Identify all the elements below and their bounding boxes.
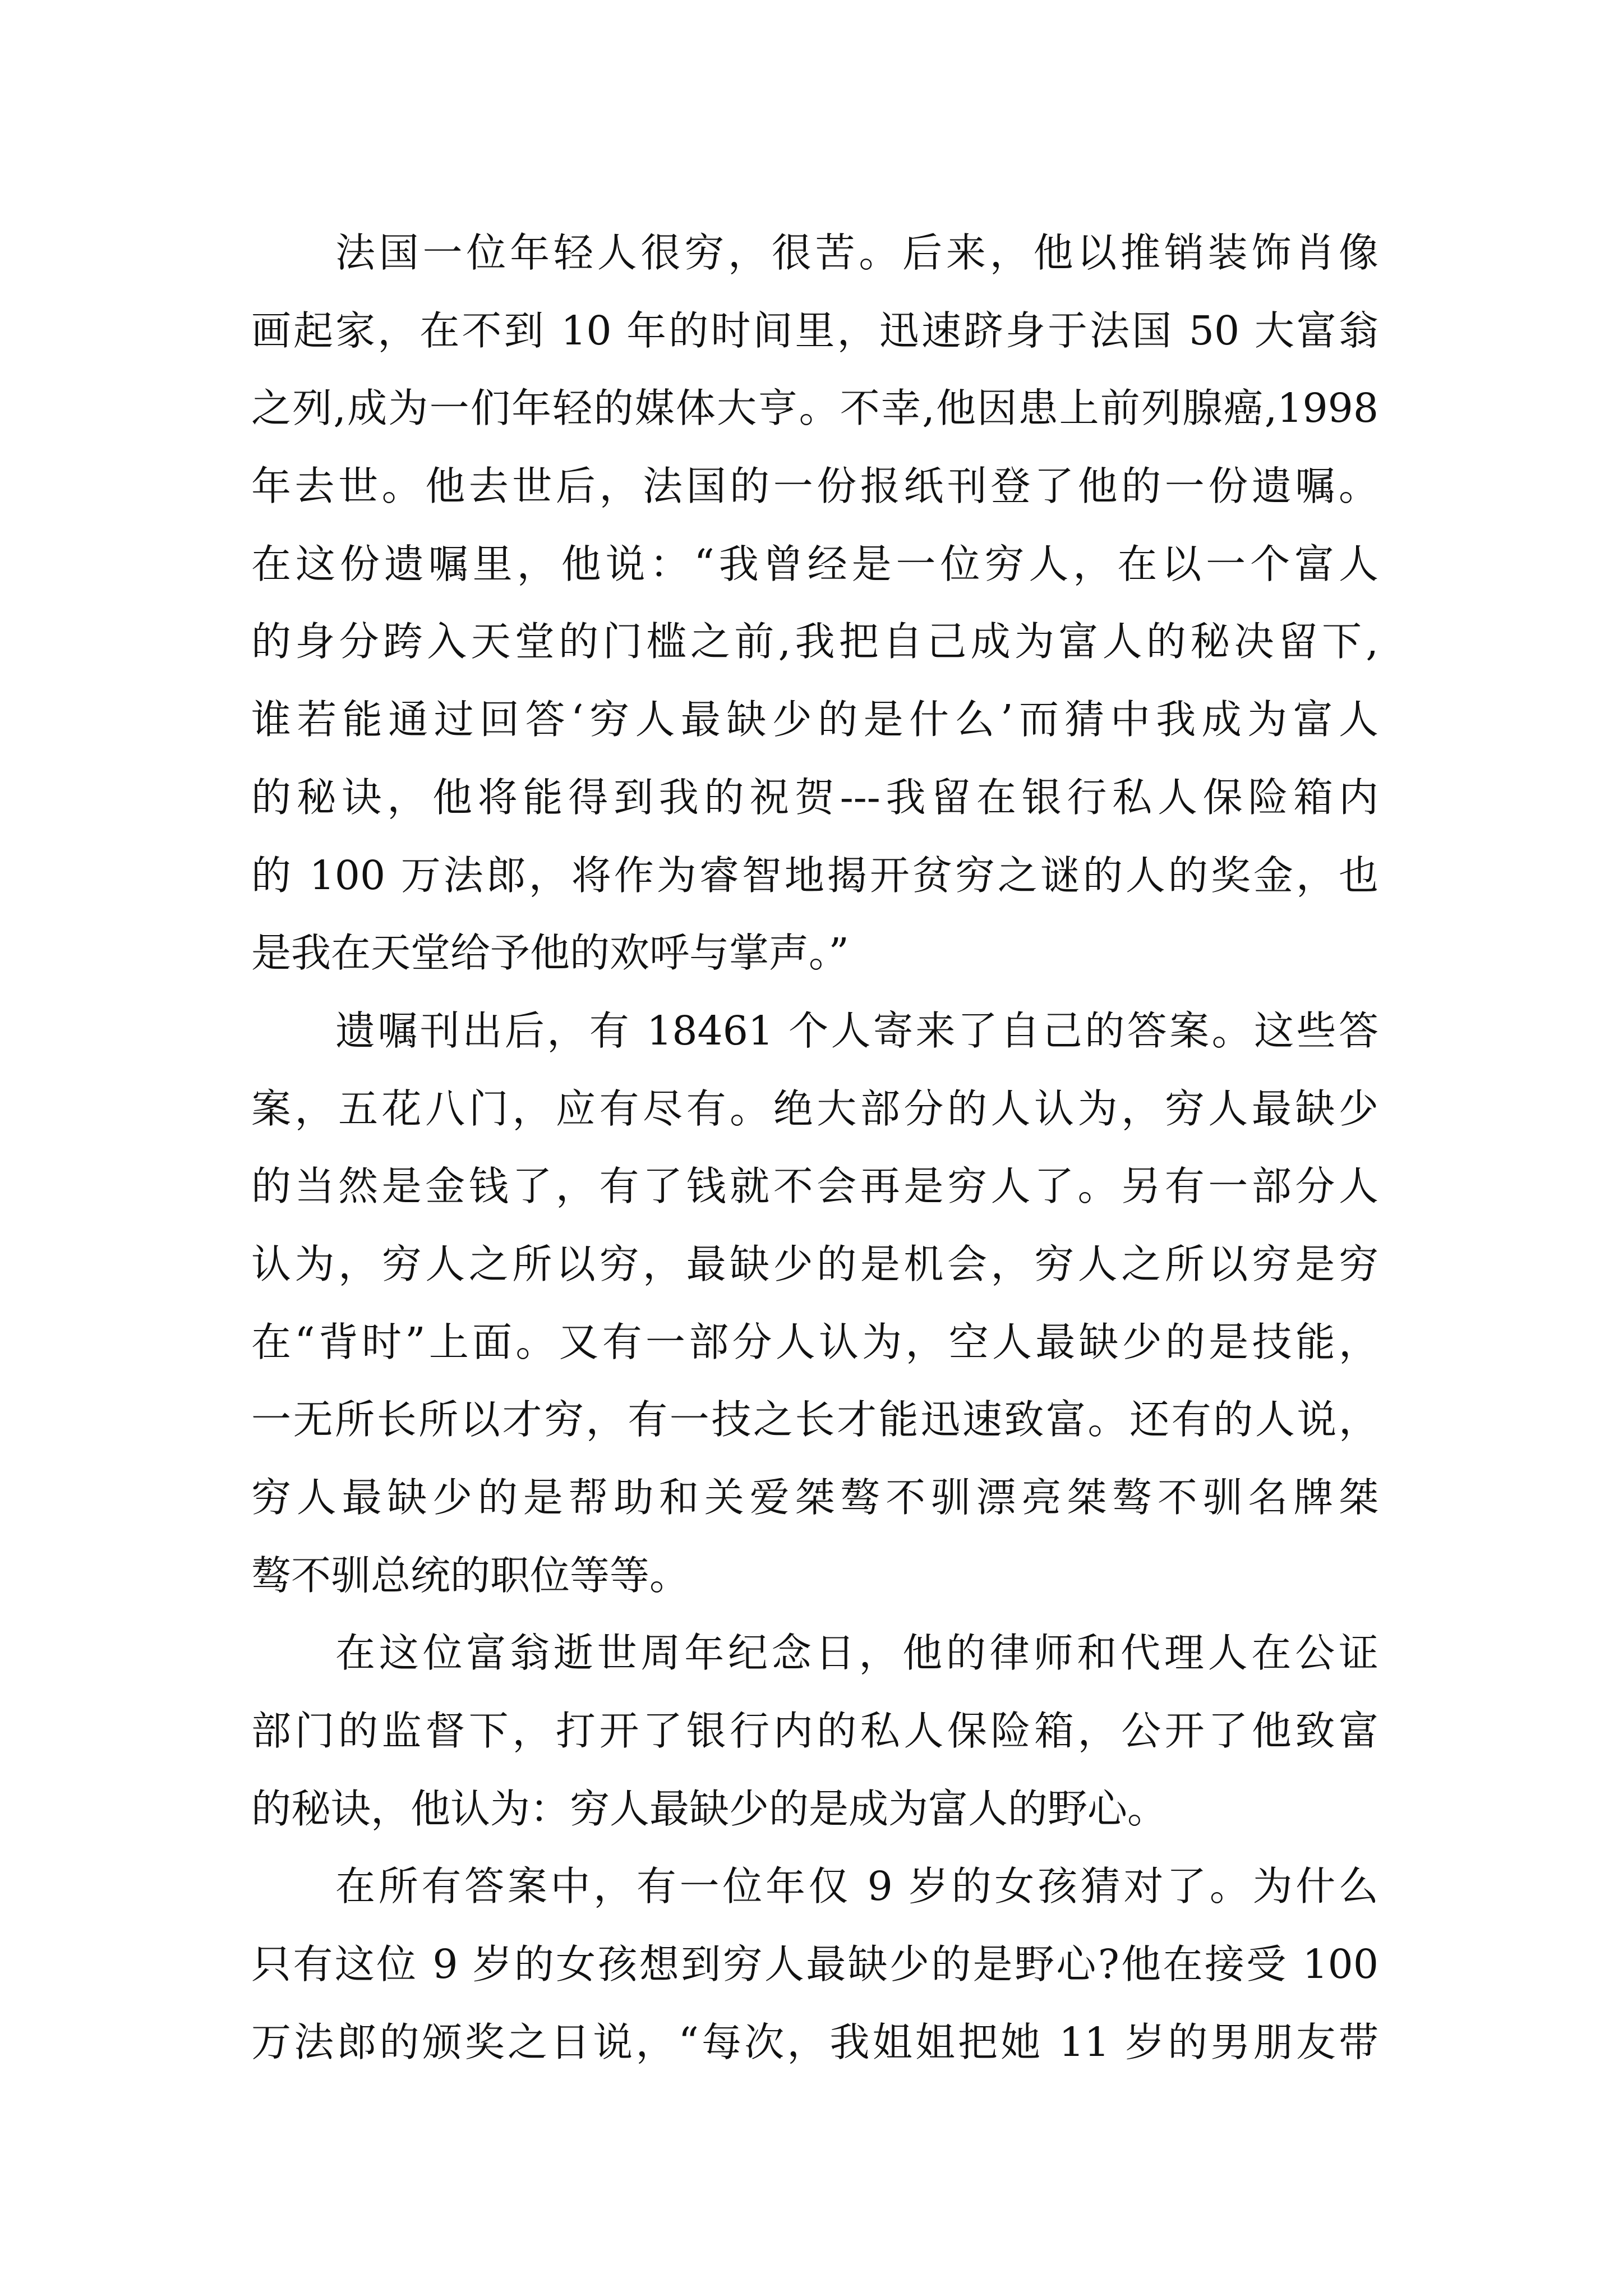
text-line: 认为，穷人之所以穷，最缺少的是机会，穷人之所以穷是穷 [251,1240,1378,1287]
text-line: 万法郎的颁奖之日说，“每次，我姐姐把她 11 岁的男朋友带 [251,2018,1378,2065]
text-line: 骜不驯总统的职位等等。 [251,1552,690,1599]
text-line: 案，五花八门，应有尽有。绝大部分的人认为，穷人最缺少 [251,1085,1378,1132]
text-line: 部门的监督下，打开了银行内的私人保险箱，公开了他致富 [251,1708,1378,1755]
text-line: 的秘诀，他将能得到我的祝贺---我留在银行私人保险箱内 [251,774,1378,821]
text-line: 在所有答案中，有一位年仅 9 岁的女孩猜对了。为什么 [335,1863,1378,1910]
text-line: 年去世。他去世后，法国的一份报纸刊登了他的一份遗嘱。 [251,463,1378,510]
text-line: 画起家，在不到 10 年的时间里，迅速跻身于法国 50 大富翁 [251,307,1378,354]
text-line: 的当然是金钱了，有了钱就不会再是穷人了。另有一部分人 [251,1163,1378,1210]
text-line: 在这份遗嘱里，他说：“我曾经是一位穷人，在以一个富人 [251,540,1378,587]
text-line: 一无所长所以才穷，有一技之长才能迅速致富。还有的人说， [251,1396,1378,1443]
text-line: 法国一位年轻人很穷，很苦。后来，他以推销装饰肖像 [335,229,1378,276]
text-line: 在“背时”上面。又有一部分人认为，空人最缺少的是技能， [251,1318,1378,1365]
body-text [251,214,1378,2082]
text-line: 的秘诀，他认为：穷人最缺少的是成为富人的野心。 [251,1785,1168,1832]
text-line: 是我在天堂给予他的欢呼与掌声。” [251,930,849,977]
text-line: 谁若能通过回答‘穷人最缺少的是什么’而猜中我成为富人 [251,696,1378,743]
text-line: 在这位富翁逝世周年纪念日，他的律师和代理人在公证 [335,1630,1378,1677]
text-line: 的身分跨入天堂的门槛之前,我把自己成为富人的秘决留下, [251,618,1378,665]
text-line: 的 100 万法郎，将作为睿智地揭开贫穷之谜的人的奖金，也 [251,852,1378,899]
text-line: 之列,成为一们年轻的媒体大亨。不幸,他因患上前列腺癌,1998 [251,385,1378,432]
text-line: 只有这位 9 岁的女孩想到穷人最缺少的是野心?他在接受 100 [251,1941,1378,1988]
text-line: 遗嘱刊出后，有 18461 个人寄来了自己的答案。这些答 [335,1007,1378,1054]
text-line: 穷人最缺少的是帮助和关爱桀骜不驯漂亮桀骜不驯名牌桀 [251,1474,1378,1521]
